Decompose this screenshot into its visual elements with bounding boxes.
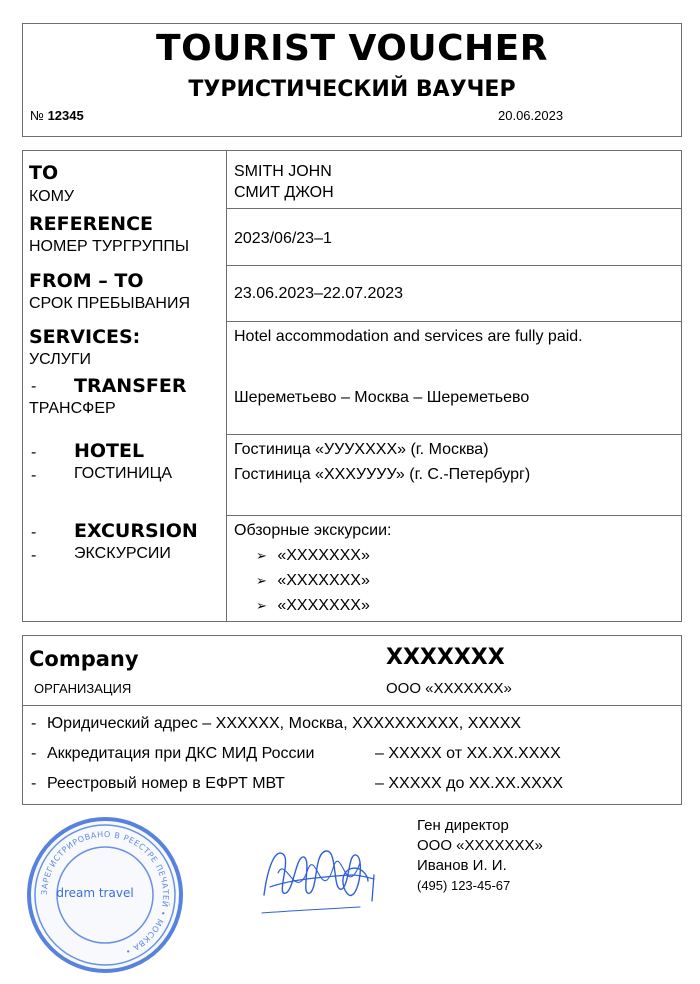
- excursion-list-item: ➢ «ХХХХХХХ»: [256, 572, 370, 589]
- to-value-line1: SMITH JOHN: [234, 163, 332, 180]
- hotel-dash: -: [31, 444, 37, 461]
- signature-scribble: [256, 835, 386, 925]
- transfer-value: Шереметьево – Москва – Шереметьево: [234, 389, 530, 406]
- excursion-dash-ru: -: [31, 547, 37, 564]
- number-value: 12345: [47, 108, 84, 123]
- company-divider: [22, 705, 682, 706]
- registry-label: Реестровый номер в ЕФРТ МВТ: [47, 775, 285, 792]
- row-divider: [226, 265, 682, 266]
- transfer-label-ru: ТРАНСФЕР: [29, 400, 116, 417]
- from-to-label-en: FROM – TO: [29, 270, 144, 292]
- director-position: Ген директор: [417, 817, 509, 834]
- excursion-heading: Обзорные экскурсии:: [234, 522, 392, 539]
- services-label-ru: УСЛУГИ: [29, 351, 92, 368]
- bullet-arrow-icon: ➢: [256, 599, 267, 614]
- company-label-ru: ОРГАНИЗАЦИЯ: [34, 681, 132, 696]
- legal-address: Юридический адрес – ХХХХХХ, Москва, ХХХХХХХХХХ, ХХХХХ: [47, 715, 522, 732]
- company-name: XXXXXXX: [386, 645, 505, 670]
- excursion-dash: -: [31, 524, 37, 541]
- hotel-label-en: HOTEL: [74, 440, 145, 462]
- number-prefix: №: [30, 108, 44, 123]
- accreditation-label: Аккредитация при ДКС МИД России: [47, 745, 315, 762]
- to-label-ru: КОМУ: [29, 188, 75, 205]
- voucher-number: [30, 108, 84, 123]
- registry-dash: -: [31, 775, 37, 792]
- bullet-arrow-icon: ➢: [256, 574, 267, 589]
- reference-value: 2023/06/23–1: [234, 230, 332, 247]
- hotel-value-line2: Гостиница «ХХХУУУУ» (г. С.-Петербург): [234, 466, 531, 483]
- stamp-center-text: dream travel: [56, 886, 134, 900]
- row-divider: [226, 515, 682, 516]
- company-stamp: [25, 815, 185, 975]
- from-to-value: 23.06.2023–22.07.2023: [234, 285, 404, 302]
- row-divider: [226, 208, 682, 209]
- hotel-label-ru: ГОСТИНИЦА: [74, 465, 173, 482]
- services-value: Hotel accommodation and services are fully paid.: [234, 328, 583, 345]
- voucher-title-ru: ТУРИСТИЧЕСКИЙ ВАУЧЕР: [188, 77, 516, 102]
- transfer-label-en: TRANSFER: [74, 375, 187, 397]
- registry-value: – ХХХХХ до ХХ.ХХ.ХХХХ: [375, 775, 564, 792]
- details-column-divider: [226, 150, 227, 622]
- transfer-dash: -: [31, 378, 37, 395]
- voucher-date: 20.06.2023: [498, 108, 564, 123]
- bullet-arrow-icon: ➢: [256, 549, 267, 564]
- legal-address-dash: -: [31, 715, 37, 732]
- excursion-label-ru: ЭКСКУРСИИ: [74, 545, 171, 562]
- services-label-en: SERVICES:: [29, 326, 141, 348]
- company-label-en: Company: [29, 647, 139, 671]
- row-divider: [226, 321, 682, 322]
- director-phone: (495) 123-45-67: [417, 878, 511, 893]
- accreditation-dash: -: [31, 745, 37, 762]
- stamp-ring-text: ЗАРЕГИСТРИРОВАНО В РЕЕСТРЕ ПЕЧАТЕЙ • МОСКВА •: [39, 829, 171, 957]
- excursion-list-item: ➢ «ХХХХХХХ»: [256, 597, 370, 614]
- accreditation-value: – ХХХХХ от ХХ.ХХ.ХХХХ: [375, 745, 561, 762]
- hotel-value-line1: Гостиница «УУУХХХХ» (г. Москва): [234, 441, 489, 458]
- row-divider: [226, 434, 682, 435]
- reference-label-en: REFERENCE: [29, 213, 154, 235]
- company-name-ru: ООО «ХХХХХХХ»: [386, 680, 512, 697]
- to-label-en: TO: [29, 162, 59, 184]
- voucher-title-en: TOURIST VOUCHER: [156, 28, 548, 69]
- to-value-line2: СМИТ ДЖОН: [234, 184, 334, 201]
- excursion-label-en: EXCURSION: [74, 520, 198, 542]
- director-org: ООО «ХХХХХХХ»: [417, 837, 543, 854]
- reference-label-ru: НОМЕР ТУРГРУППЫ: [29, 238, 190, 255]
- from-to-label-ru: СРОК ПРЕБЫВАНИЯ: [29, 295, 191, 312]
- excursion-list-item: ➢ «ХХХХХХХ»: [256, 547, 370, 564]
- hotel-dash-ru: -: [31, 467, 37, 484]
- director-name: Иванов И. И.: [417, 857, 507, 874]
